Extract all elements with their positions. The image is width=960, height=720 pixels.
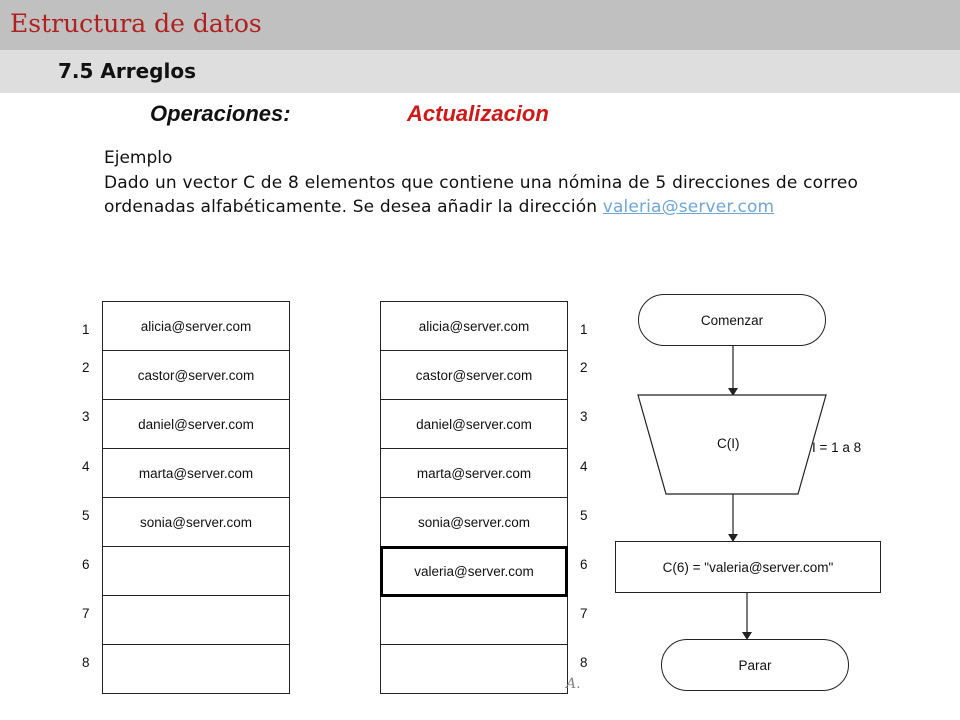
flow-loop-range: I = 1 a 8	[812, 440, 862, 455]
operations-label: Operaciones:	[150, 101, 291, 126]
array-before-index-7: 7	[82, 606, 90, 621]
array-after-index-7: 7	[580, 606, 588, 621]
array-before-cell-5: sonia@server.com	[103, 498, 289, 547]
array-before-cell-2: castor@server.com	[103, 351, 289, 400]
array-after-cell-5: sonia@server.com	[381, 498, 567, 547]
section-subtitle: 7.5 Arreglos	[58, 59, 196, 83]
operations-value: Actualizacion	[407, 101, 549, 126]
array-before-cell-1: alicia@server.com	[103, 302, 289, 351]
flow-end-terminal: Parar	[661, 639, 849, 691]
array-before-index-2: 2	[82, 360, 90, 375]
array-after-index-1: 1	[580, 322, 588, 337]
array-before-index-5: 5	[82, 508, 90, 523]
flow-start-terminal: Comenzar	[638, 294, 826, 346]
array-after-cell-4: marta@server.com	[381, 449, 567, 498]
array-after-cell-1: alicia@server.com	[381, 302, 567, 351]
example-text: Dado un vector C de 8 elementos que contiene una nómina de 5 direcciones de correo ordenadas alfabéticamente. Se desea añadir la dirección	[104, 173, 858, 217]
array-after-index-6: 6	[580, 557, 588, 572]
email-link[interactable]: valeria@server.com	[602, 197, 775, 217]
array-after-cell-3: daniel@server.com	[381, 400, 567, 449]
array-after-index-3: 3	[580, 409, 588, 424]
array-before-index-6: 6	[82, 557, 90, 572]
array-before-cell-3: daniel@server.com	[103, 400, 289, 449]
array-after-index-2: 2	[580, 360, 588, 375]
page-title: Estructura de datos	[10, 9, 262, 38]
example-heading: Ejemplo	[104, 148, 173, 168]
array-before-index-3: 3	[82, 409, 90, 424]
array-before-index-8: 8	[82, 655, 90, 670]
array-after-index-8: 8	[580, 655, 588, 670]
footer-text: A.	[566, 676, 581, 692]
flow-loop-label: C(I)	[717, 436, 740, 451]
array-after-index-5: 5	[580, 508, 588, 523]
array-after-cell-6-highlighted: valeria@server.com	[381, 547, 567, 596]
array-before-cell-4: marta@server.com	[103, 449, 289, 498]
array-before-index-1: 1	[82, 322, 90, 337]
array-before-index-4: 4	[82, 459, 90, 474]
array-after-index-4: 4	[580, 459, 588, 474]
flow-assignment-box: C(6) = "valeria@server.com"	[615, 541, 881, 593]
array-after-cell-2: castor@server.com	[381, 351, 567, 400]
